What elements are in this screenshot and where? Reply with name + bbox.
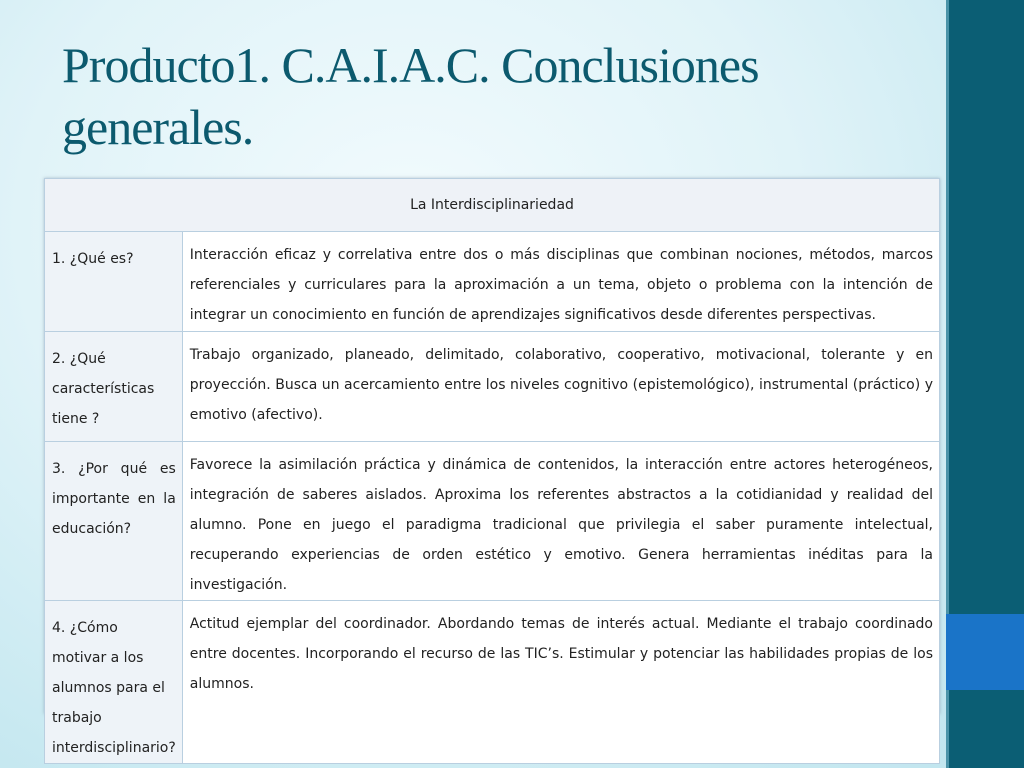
question-cell: 1. ¿Qué es? <box>45 232 183 332</box>
interdisciplinarity-table <box>44 178 940 764</box>
slide-title: Producto1. C.A.I.A.C. Conclusiones generales. <box>62 37 759 155</box>
table-row <box>45 232 940 332</box>
answer-cell: Trabajo organizado, planeado, delimitado, colaborativo, cooperativo, motivacional, tolerante y en proyección. Busca un acercamiento entre los niveles cognitivo (epistemológico), instrumental (práctico) y emotivo (afectivo). <box>182 332 939 442</box>
answer-cell: Interacción eficaz y correlativa entre dos o más disciplinas que combinan nociones, métodos, marcos referenciales y curriculares para la aproximación a un tema, objeto o problema con la intención de integrar un conocimiento en función de aprendizajes significativos desde diferentes perspectivas. <box>182 232 939 332</box>
answer-cell: Favorece la asimilación práctica y dinámica de contenidos, la interacción entre actores heterogéneos, integración de saberes aislados. Aproxima los referentes abstractos a la cotidianidad y realidad del alumno. Pone en juego el paradigma tradicional que privilegia el saber puramente intelectual, recuperando experiencias de orden estético y emotivo. Genera herramientas inéditas para la investigación. <box>182 442 939 601</box>
table-row <box>45 601 940 764</box>
table-row <box>45 442 940 601</box>
question-cell: 3. ¿Por qué es importante en la educación? <box>45 442 183 601</box>
content-table-container <box>44 178 940 756</box>
table-header-row <box>45 179 940 232</box>
right-bar-accent <box>946 614 1024 690</box>
table-row <box>45 332 940 442</box>
question-cell: 4. ¿Cómo motivar a los alumnos para el trabajo interdisciplinario? <box>45 601 183 764</box>
answer-cell: Actitud ejemplar del coordinador. Abordando temas de interés actual. Mediante el trabajo coordinado entre docentes. Incorporando el recurso de las TIC’s. Estimular y potenciar las habilidades propias de los alumnos. <box>182 601 939 764</box>
table-header: La Interdisciplinariedad <box>45 179 940 232</box>
right-decorative-bar <box>946 0 1024 768</box>
question-cell: 2. ¿Qué características tiene ? <box>45 332 183 442</box>
